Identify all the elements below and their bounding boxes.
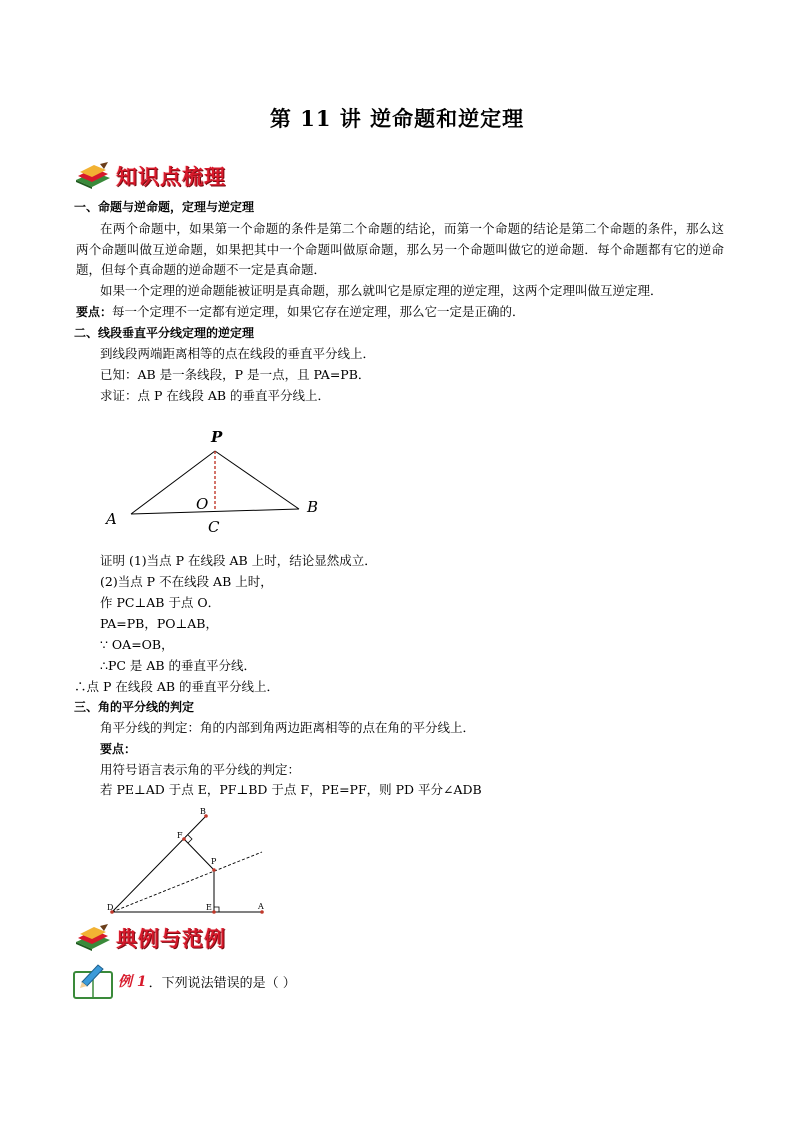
section3-note-label: 要点： (100, 742, 137, 756)
label-p2: P (211, 857, 217, 866)
segment-ab (131, 509, 299, 514)
proof-line-4: PA=PB，PO⊥AB， (100, 616, 218, 631)
point-e (212, 910, 216, 914)
proof-line-2: (2)当点 P 不在线段 AB 上时， (100, 574, 273, 589)
books-icon (74, 924, 112, 952)
section3-heading: 三、角的平分线的判定 (74, 700, 195, 714)
example-1 (72, 962, 296, 1000)
example-1-text: ．下列说法错误的是（ ） (148, 975, 296, 991)
section3-note (100, 739, 136, 759)
examples-badge (74, 922, 226, 954)
label-b: B (307, 498, 319, 516)
section1-note (76, 302, 525, 322)
section2-line-3: 求证：点 P 在线段 AB 的垂直平分线上． (100, 388, 331, 403)
proof-conclusion: ∴点 P 在线段 AB 的垂直平分线上． (74, 679, 280, 694)
section1-para1: 在两个命题中，如果第一个命题的条件是第二个命题的结论，而第一个命题的结论是第二个命题的条件，那么这两个命题叫做互逆命题，如果把其中一个命题叫做原命题，那么另一个命题叫做它的逆命题．每个命题都有它的逆命题，但每个真命题的逆命题不一定是真命题． (76, 221, 724, 277)
ray-db (112, 816, 206, 912)
section1-note-text: 每一个定理不一定都有逆定理，如果它存在逆定理，那么它一定是正确的． (112, 304, 525, 319)
books-icon (74, 162, 112, 190)
section3-line-2: 用符号语言表示角的平分线的判定： (100, 762, 301, 777)
proof-line-3: 作 PC⊥AB 于点 O． (100, 595, 221, 610)
section2-heading: 二、线段垂直平分线定理的逆定理 (74, 326, 255, 340)
proof-line-1: 证明 (1)当点 P 在线段 AB 上时，结论显然成立． (100, 553, 377, 568)
right-angle-f (188, 835, 192, 843)
label-a2: A (258, 902, 264, 911)
section1-note-label: 要点： (76, 305, 113, 319)
label-e: E (206, 903, 212, 912)
segment-pb (215, 451, 299, 509)
example-1-label: 例 1 (118, 974, 147, 990)
label-c: C (208, 518, 220, 536)
label-p: P (211, 428, 223, 446)
proof-line-5: ∵ OA=OB， (100, 637, 174, 652)
triangle-figure (100, 420, 340, 545)
examples-badge-text: 典例与范例 (116, 927, 226, 951)
section2-line-2: 已知：AB 是一条线段，P 是一点，且 PA=PB． (100, 367, 371, 382)
label-o: O (196, 495, 209, 513)
section1-heading: 一、命题与逆命题，定理与逆定理 (74, 200, 255, 214)
knowledge-badge-text: 知识点梳理 (116, 165, 226, 189)
point-f (182, 837, 186, 841)
open-book-pencil-icon (72, 962, 116, 1000)
section2-line-1: 到线段两端距离相等的点在线段的垂直平分线上． (100, 346, 376, 361)
section3-line-1: 角平分线的判定：角的内部到角两边距离相等的点在角的平分线上． (100, 720, 476, 735)
label-a: A (106, 510, 117, 528)
label-f: F (177, 831, 183, 840)
section3-line-3: 若 PE⊥AD 于点 E，PF⊥BD 于点 F，PE=PF，则 PD 平分∠ADB (100, 782, 482, 797)
label-b2: B (200, 807, 206, 816)
point-p (212, 868, 216, 872)
label-d: D (107, 903, 114, 912)
segment-pf (184, 839, 214, 870)
knowledge-badge (74, 160, 226, 192)
proof-line-6: ∴PC 是 AB 的垂直平分线． (100, 658, 257, 673)
angle-bisector-figure (100, 805, 270, 920)
bisector-dp (112, 852, 262, 912)
section1-para2: 如果一个定理的逆命题能被证明是真命题，那么就叫它是原定理的逆定理，这两个定理叫做互逆定理． (100, 283, 663, 298)
page-title: 第 11 讲 逆命题和逆定理 (269, 106, 525, 131)
